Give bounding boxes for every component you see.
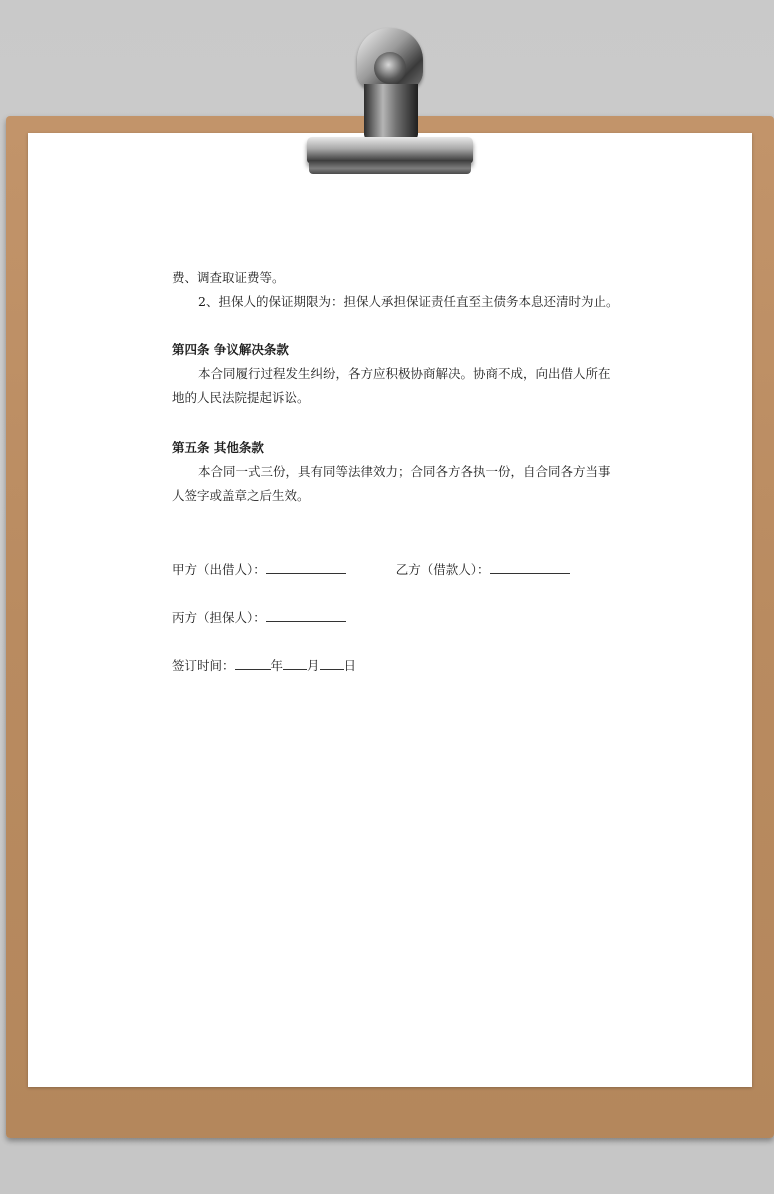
signature-row-ab [172,560,570,578]
paragraph-other-line2: 人签字或盖章之后生效。 [172,488,310,503]
month-blank [283,657,307,670]
paragraph-other-line1: 本合同一式三份，具有同等法律效力；合同各方各执一份，自合同各方当事 [198,464,611,479]
signing-date-row [172,656,356,674]
party-a-signature-line [266,561,346,574]
party-b-label: 乙方（借款人）： [395,562,490,577]
paragraph-dispute-line1: 本合同履行过程发生纠纷，各方应积极协商解决。协商不成，向出借人所在 [198,366,611,381]
month-label: 月 [307,658,320,673]
date-label: 签订时间： [172,658,235,673]
heading-article-4: 第四条 争议解决条款 [172,342,289,357]
paragraph-dispute-line2: 地的人民法院提起诉讼。 [172,390,310,405]
day-blank [320,657,344,670]
paragraph-guarantee-period: 2、担保人的保证期限为：担保人承担保证责任直至主债务本息还清时为止。 [198,294,619,309]
party-b-signature-line [490,561,570,574]
year-label: 年 [270,658,284,673]
contract-body [172,266,619,508]
heading-article-5: 第五条 其他条款 [172,440,264,455]
party-c-signature-line [266,609,346,622]
paragraph-fees: 费、调查取证费等。 [172,270,285,285]
signature-row-c [172,608,346,626]
party-a-label: 甲方（出借人）： [172,562,266,577]
year-blank [235,657,271,670]
day-label: 日 [343,658,357,673]
party-c-label: 丙方（担保人）： [172,610,266,625]
